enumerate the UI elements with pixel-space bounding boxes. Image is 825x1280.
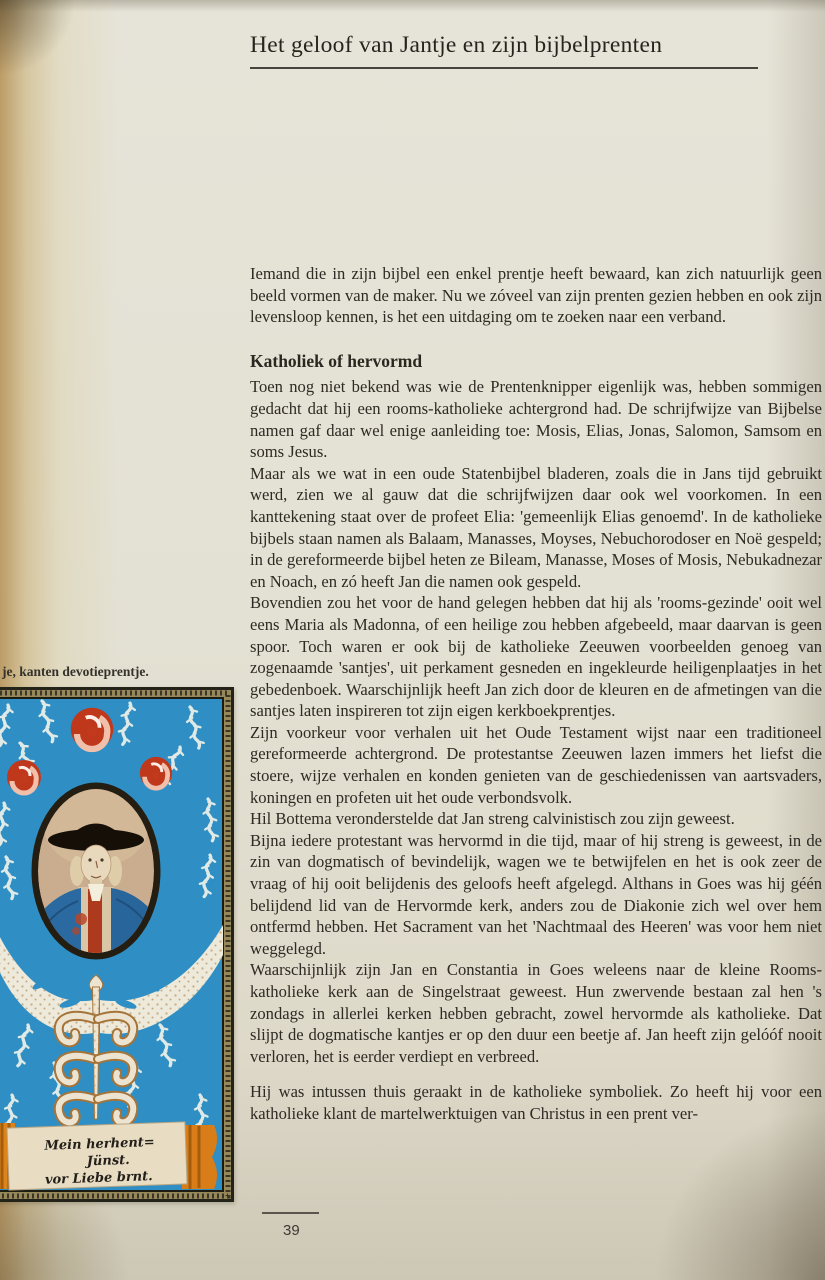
paragraph: Toen nog niet bekend was wie de Prentenknipper eigenlijk was, hebben sommigen gedacht dat hij een rooms-katholieke achtergrond had. De schrijfwijze van Bijbelse namen gaf daar wel enige aanleiding toe: Mosis, Elias, Jonas, Salomon, Samsom en soms Jesus. bbox=[250, 377, 822, 462]
body-text bbox=[250, 263, 822, 1125]
inscription-banner bbox=[0, 1122, 217, 1190]
chapter-title-block bbox=[250, 32, 758, 69]
footnote-rule bbox=[262, 1212, 319, 1214]
paragraph: Iemand die in zijn bijbel een enkel prentje heeft bewaard, kan zich natuurlijk geen beeld vormen van de maker. Nu we zóveel van zijn prenten gezien hebben en ook zijn levensloop kennen, is het een uitdaging om te zoeken naar een verband. bbox=[250, 264, 822, 327]
portrait-medallion bbox=[35, 786, 157, 957]
inscription-line: Mein herhent= bbox=[44, 1134, 155, 1154]
inscription-line: vor Liebe brnt. bbox=[44, 1169, 153, 1188]
paragraph: Hil Bottema veronderstelde dat Jan streng calvinistisch zou zijn geweest. bbox=[250, 809, 735, 829]
paragraph: Zijn voorkeur voor verhalen uit het Oude Testament wijst naar een traditioneel gereformeerde achtergrond. De protestantse Zeeuwen lazen immers het liefst die stoere, wijze verhalen en konden genieten van de geschiedenissen van aartsvaders, koningen en profeten uit het oude verbondsvolk. bbox=[250, 722, 822, 807]
devotional-print-figure bbox=[0, 687, 234, 1202]
paragraph: Hij was intussen thuis geraakt in de katholieke symboliek. Zo heeft hij voor een katholieke klant de martelwerktuigen van Christus in een prent ver- bbox=[250, 1082, 822, 1123]
page-title: Het geloof van Jantje en zijn bijbelprenten bbox=[250, 32, 663, 58]
devotional-print-image bbox=[0, 687, 234, 1202]
paragraph: Bijna iedere protestant was hervormd in die tijd, maar of hij streng is geweest, in de zin van dogmatisch of bevindelijk, wagen we te betwijfelen en het is ook zeer de vraag of hij ooit belijdenis des geloofs heeft afgelegd. Althans in Goes was hij géén belijdend lid van de Hervormde kerk, anders zou de Diakonie zich wel over hem ontfermd hebben. Het Sacrament van het 'Nachtmaal des Heeren' was voor hem niet weggelegd. bbox=[250, 830, 822, 958]
paragraph: Maar als we wat in een oude Statenbijbel bladeren, zoals die in Jans tijd gebruikt werd, zien we al gauw dat die schrijfwijzen daar ook wel voorkomen. In een kanttekening staat over de profeet Elia: 'gemeenlijk Elias genoemd'. In de katholieke bijbels staan namen als Balaam, Manasses, Moyses, Nebuchorodoser en Noë gespeld; in de gereformeerde bijbel heten ze Bileam, Manasse, Moses of Mosis, Nebukadnezar en Noach, en zó heeft Jan die namen ook gespeld. bbox=[250, 463, 822, 591]
paragraph: Bovendien zou het voor de hand gelegen hebben dat hij als 'rooms-gezinde' ooit wel eens Maria als Madonna, of een heilige zou hebben afgebeeld, maar daarvan is geen spoor. Toch waren er ook bij de katholieke Zeeuwen voorbeelden genoeg van zogenaamde 'santjes', uit perkament gesneden en ingekleurde heiligenplaatjes in het gebedenboek. Waarschijnlijk heeft Jan zich door de kleuren en de afmetingen van die santjes laten inspireren tot zijn eigen kerkboekprentjes. bbox=[250, 593, 822, 721]
inscription-line: Jünst. bbox=[86, 1152, 130, 1170]
paragraph: Waarschijnlijk zijn Jan en Constantia in Goes weleens naar de kleine Rooms-katholieke kerk aan de Singelstraat geweest. Hun zwervende bestaan zal hen 's zondags in allerlei kerken hebben gebracht, zowel hervormde als katholieke. Dat slijpt de dogmatische kantjes er op den duur een beetje af. Jan heeft zijn gelóóf nooit verloren, het is eerder verdiept en verbreed. bbox=[250, 960, 822, 1066]
page-number: 39 bbox=[283, 1222, 300, 1239]
figure-caption: je, kanten devotieprentje. bbox=[2, 664, 149, 679]
section-heading: Katholiek of hervormd bbox=[250, 350, 423, 371]
